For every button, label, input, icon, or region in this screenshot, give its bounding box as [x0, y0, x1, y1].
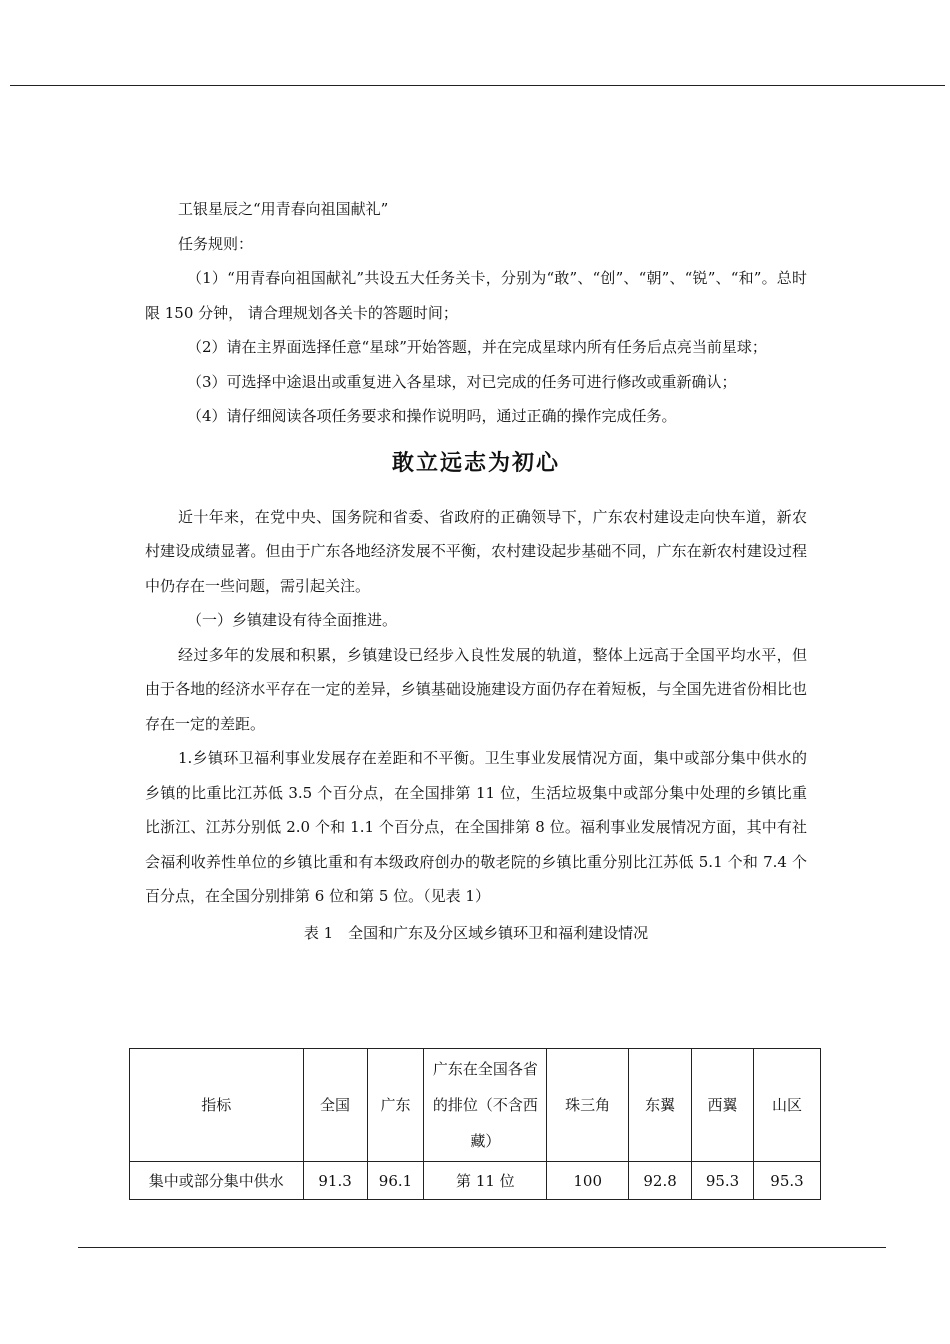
- rule-item: （4）请仔细阅读各项任务要求和操作说明吗，通过正确的操作完成任务。: [187, 407, 677, 425]
- body-paragraph: 经过多年的发展和积累，乡镇建设已经步入良性发展的轨道，整体上远高于全国平均水平，但由于各地的经济水平存在一定的差异，乡镇基础设施建设方面仍存在着短板，与全国先进省份相比也存在一定的差距。: [145, 645, 807, 733]
- table-cell: 96.1: [367, 1162, 424, 1200]
- table-header-cell: 全国: [303, 1049, 367, 1162]
- table-header-cell: 西翼: [692, 1049, 754, 1162]
- intro-title: 工银星辰之“用青春向祖国献礼”: [178, 200, 389, 218]
- data-table: [129, 1048, 821, 1200]
- table-header-cell: 指标: [130, 1049, 304, 1162]
- document-body: [145, 192, 807, 950]
- rule-item: （1）“用青春向祖国献礼”共设五大任务关卡，分别为“敢”、“创”、“朝”、“锐”、“和”。总时限 150 分钟， 请合理规划各关卡的答题时间；: [145, 269, 807, 322]
- table-caption: 表 1 全国和广东及分区域乡镇环卫和福利建设情况: [303, 923, 649, 942]
- table-cell: 100: [547, 1162, 629, 1200]
- table-header-row: [130, 1049, 821, 1162]
- rule-item: （2）请在主界面选择任意“星球”开始答题，并在完成星球内所有任务后点亮当前星球；: [187, 338, 767, 356]
- table-header-cell: 东翼: [629, 1049, 692, 1162]
- table-cell: 95.3: [754, 1162, 821, 1200]
- table-cell: 91.3: [303, 1162, 367, 1200]
- rule-item: （3）可选择中途退出或重复进入各星球，对已完成的任务可进行修改或重新确认；: [187, 372, 737, 391]
- header-rule: [10, 85, 945, 86]
- table-header-cell: 广东在全国各省的排位（不含西藏）: [424, 1049, 547, 1162]
- table-cell: 集中或部分集中供水: [130, 1162, 304, 1200]
- table-cell: 95.3: [692, 1162, 754, 1200]
- table-header-cell: 广东: [367, 1049, 424, 1162]
- table-header-cell: 珠三角: [547, 1049, 629, 1162]
- table-header-cell: 山区: [754, 1049, 821, 1162]
- table-cell: 第 11 位: [424, 1162, 547, 1200]
- table-cell: 92.8: [629, 1162, 692, 1200]
- body-paragraph: 近十年来，在党中央、国务院和省委、省政府的正确领导下，广东农村建设走向快车道，新农村建设成绩显著。但由于广东各地经济发展不平衡，农村建设起步基础不同，广东在新农村建设过程中仍存在一些问题，需引起关注。: [145, 507, 807, 595]
- body-paragraph: 1.乡镇环卫福利事业发展存在差距和不平衡。卫生事业发展情况方面，集中或部分集中供水的乡镇的比重比江苏低 3.5 个百分点，在全国排第 11 位，生活垃圾集中或部分集中处理的乡镇比重比浙江、江苏分别低 2.0 个和 1.1 个百分点，在全国排第 8 位。福利事业发展情况方面，其中有社会福利收养性单位的乡镇比重和有本级政府创办的敬老院的乡镇比重分别比江苏低 5.1 个和 7.4 个百分点，在全国分别排第 6 位和第 5 位。（见表 1）: [145, 749, 807, 905]
- subsection-heading: （一）乡镇建设有待全面推进。: [187, 611, 398, 629]
- footer-rule: [78, 1247, 886, 1248]
- rules-heading: 任务规则：: [178, 234, 254, 253]
- table-row: [130, 1162, 821, 1200]
- section-heading: 敢立远志为初心: [391, 450, 560, 476]
